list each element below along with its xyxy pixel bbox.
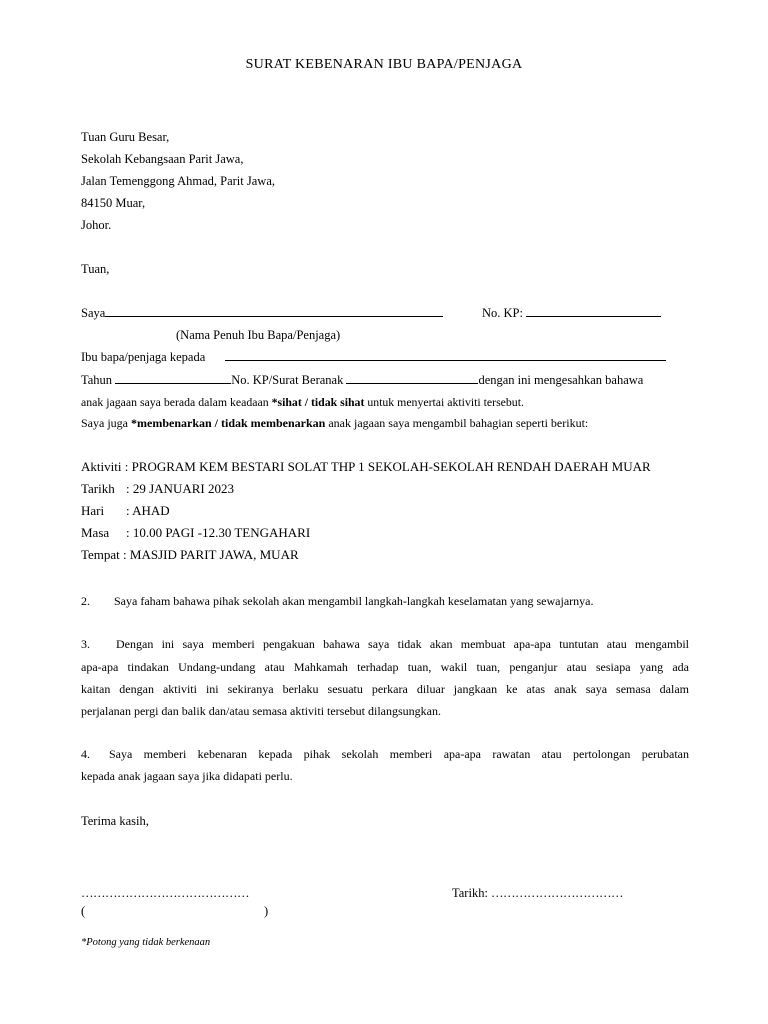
nama-blank-line[interactable]: [105, 305, 443, 317]
letter-title: SURAT KEBENARAN IBU BAPA/PENJAGA: [245, 57, 523, 72]
para2-num: 2.: [81, 594, 90, 608]
para3-line-3: kaitan dengan aktiviti ini sekiranya berlaku sesuatu perkara diluar jangkaan ke atas anak saya semasa dalam: [81, 682, 689, 696]
tarikh-row: [81, 481, 234, 497]
hari-label: Hari: [81, 503, 105, 518]
para3-num: 3.: [81, 637, 90, 651]
address-line-2: Sekolah Kebangsaan Parit Jawa,: [81, 152, 244, 166]
para4-line-2: kepada anak jagaan saya jika didapati perlu.: [81, 769, 293, 783]
hari-value: : AHAD: [126, 503, 170, 518]
tarikh-label: Tarikh: [81, 481, 115, 496]
para4-num: 4.: [81, 747, 90, 761]
tempat-value: : MASJID PARIT JAWA, MUAR: [123, 547, 299, 562]
aktiviti-row: [81, 459, 651, 475]
para2-text: Saya faham bahawa pihak sekolah akan mengambil langkah-langkah keselamatan yang sewajarnya.: [114, 594, 594, 608]
signature-date-dots[interactable]: ……………………………: [491, 886, 624, 900]
anak-blank-line[interactable]: [225, 349, 666, 361]
ibubapa-label: Ibu bapa/penjaga kepada: [81, 350, 206, 364]
saya-row: [81, 305, 443, 321]
signature-date-label: Tarikh:: [452, 886, 488, 900]
juga-pre: Saya juga: [81, 416, 131, 430]
dengan-text: dengan ini mengesahkan bahawa: [478, 373, 644, 387]
para3-line-2: apa-apa tindakan Undang-undang atau Mahkamah terhadap tuan, wakil tuan, penganjur atau sesiapa yang ada: [81, 660, 689, 674]
keadaan-post: untuk menyertai aktiviti tersebut.: [364, 395, 524, 409]
nokp-blank-line[interactable]: [526, 305, 661, 317]
signature-dots[interactable]: ……………………………………: [81, 886, 249, 900]
address-line-5: Johor.: [81, 218, 112, 232]
para3-line-1: Dengan ini saya memberi pengakuan bahawa saya tidak akan membuat apa-apa tuntutan atau mengambil: [116, 637, 689, 651]
para4-line-1: Saya memberi kebenaran kepada pihak sekolah memberi apa-apa rawatan atau pertolongan perubatan: [109, 747, 689, 761]
signature-date-row: [452, 885, 623, 901]
keadaan-line: [81, 394, 524, 410]
footnote: *Potong yang tidak berkenaan: [81, 937, 211, 948]
hari-row: [81, 503, 170, 519]
name-close-paren: ): [264, 904, 269, 918]
juga-post: anak jagaan saya mengambil bahagian seperti berikut:: [325, 416, 589, 430]
tahun-label: Tahun: [81, 373, 113, 387]
masa-value: : 10.00 PAGI -12.30 TENGAHARI: [126, 525, 311, 540]
closing: Terima kasih,: [81, 814, 149, 828]
tahun-blank-line[interactable]: [115, 372, 231, 384]
nokp-label: No. KP:: [482, 306, 523, 320]
tempat-label: Tempat: [81, 547, 120, 562]
ibubapa-row: [81, 349, 205, 365]
masa-label: Masa: [81, 525, 110, 540]
nama-hint: (Nama Penuh Ibu Bapa/Penjaga): [176, 328, 341, 342]
address-line-4: 84150 Muar,: [81, 196, 146, 210]
tempat-row: [81, 547, 299, 563]
salutation: Tuan,: [81, 262, 110, 276]
para3-line-4: perjalanan pergi dan balik dan/atau semasa aktiviti tersebut dilangsungkan.: [81, 704, 441, 718]
aktiviti-value: : PROGRAM KEM BESTARI SOLAT THP 1 SEKOLAH-SEKOLAH RENDAH DAERAH MUAR: [124, 459, 651, 474]
nokp-surat-label: No. KP/Surat Beranak: [231, 373, 344, 387]
name-open-paren: (: [81, 904, 86, 918]
nokp-row: [482, 305, 661, 321]
tarikh-value: : 29 JANUARI 2023: [126, 481, 234, 496]
masa-row: [81, 525, 310, 541]
aktiviti-label: Aktiviti: [81, 459, 122, 474]
address-line-1: Tuan Guru Besar,: [81, 130, 170, 144]
tahun-row: [81, 372, 643, 388]
saya-label: Saya: [81, 306, 106, 320]
address-line-3: Jalan Temenggong Ahmad, Parit Jawa,: [81, 174, 275, 188]
juga-line: [81, 415, 588, 431]
nokp-surat-blank-line[interactable]: [346, 372, 478, 384]
keadaan-choice: *sihat / tidak sihat: [271, 395, 365, 409]
juga-choice: *membenarkan / tidak membenarkan: [131, 416, 326, 430]
keadaan-pre: anak jagaan saya berada dalam keadaan: [81, 395, 272, 409]
